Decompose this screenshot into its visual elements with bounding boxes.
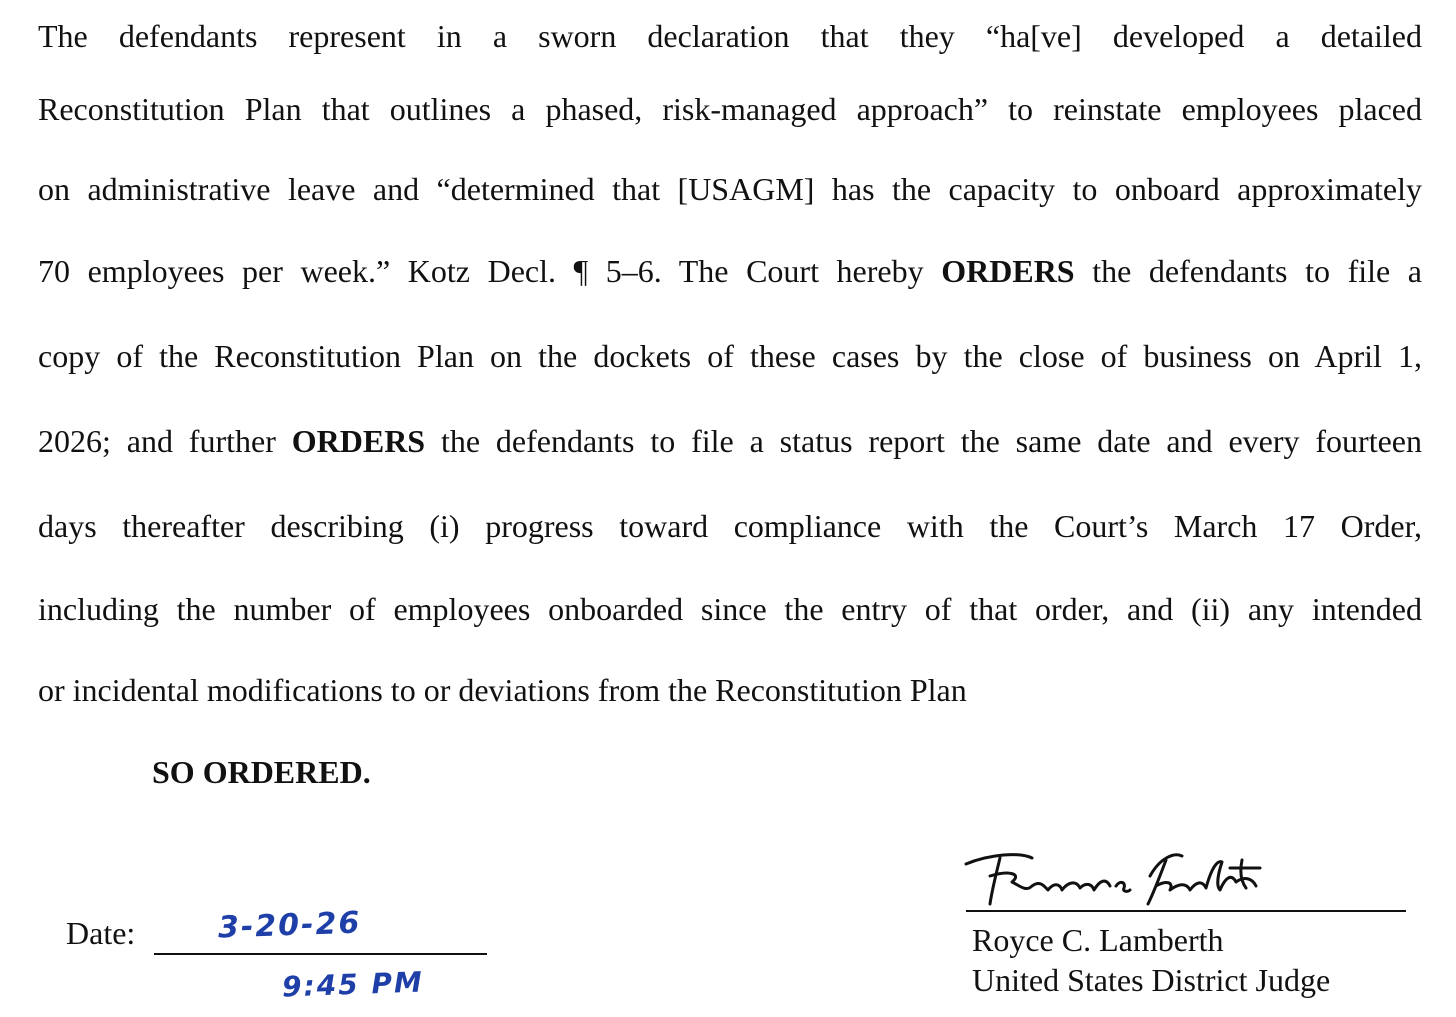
line-text: The defendants represent in a sworn declaration that they “ha[ve] developed a detailed bbox=[38, 18, 1422, 54]
handwritten-time: 9:45 PM bbox=[281, 965, 425, 1004]
line-text: days thereafter describing (i) progress toward compliance with the Court’s March 17 Order, bbox=[38, 508, 1422, 544]
paragraph-line bbox=[38, 506, 1422, 546]
line-text: or incidental modifications to or deviations from the Reconstitution Plan bbox=[38, 672, 967, 708]
line-text: 2026; and further bbox=[38, 423, 292, 459]
so-ordered-heading: SO ORDERED. bbox=[152, 754, 371, 790]
paragraph-line bbox=[38, 421, 1422, 461]
paragraph-line bbox=[38, 589, 1422, 629]
handwritten-date: 3-20-26 bbox=[217, 905, 362, 946]
paragraph-line bbox=[38, 89, 1422, 129]
line-text: Reconstitution Plan that outlines a phased, risk-managed approach” to reinstate employees placed bbox=[38, 91, 1422, 127]
signature-line bbox=[966, 910, 1406, 912]
line-text: the defendants to file a status report the same date and every fourteen bbox=[425, 423, 1423, 459]
paragraph-line bbox=[38, 16, 1422, 56]
paragraph-line bbox=[38, 251, 1422, 291]
line-text: copy of the Reconstitution Plan on the dockets of these cases by the close of business on April 1, bbox=[38, 338, 1422, 374]
judge-title: United States District Judge bbox=[972, 962, 1331, 998]
line-text: including the number of employees onboarded since the entry of that order, and (ii) any intended bbox=[38, 591, 1422, 627]
line-text: on administrative leave and “determined that [USAGM] has the capacity to onboard approximately bbox=[38, 171, 1422, 207]
orders-emphasis: ORDERS bbox=[291, 423, 426, 459]
judge-name: Royce C. Lamberth bbox=[972, 922, 1224, 958]
date-label: Date: bbox=[66, 915, 136, 951]
line-text: 70 employees per week.” Kotz Decl. ¶ 5–6. The Court hereby bbox=[38, 253, 942, 289]
paragraph-line bbox=[38, 670, 967, 710]
paragraph-line bbox=[38, 336, 1422, 376]
line-text: the defendants to file a bbox=[1074, 253, 1423, 289]
judge-signature bbox=[960, 846, 1290, 912]
paragraph-line bbox=[38, 169, 1422, 209]
date-signature-line bbox=[154, 953, 487, 955]
orders-emphasis: ORDERS bbox=[941, 253, 1075, 289]
